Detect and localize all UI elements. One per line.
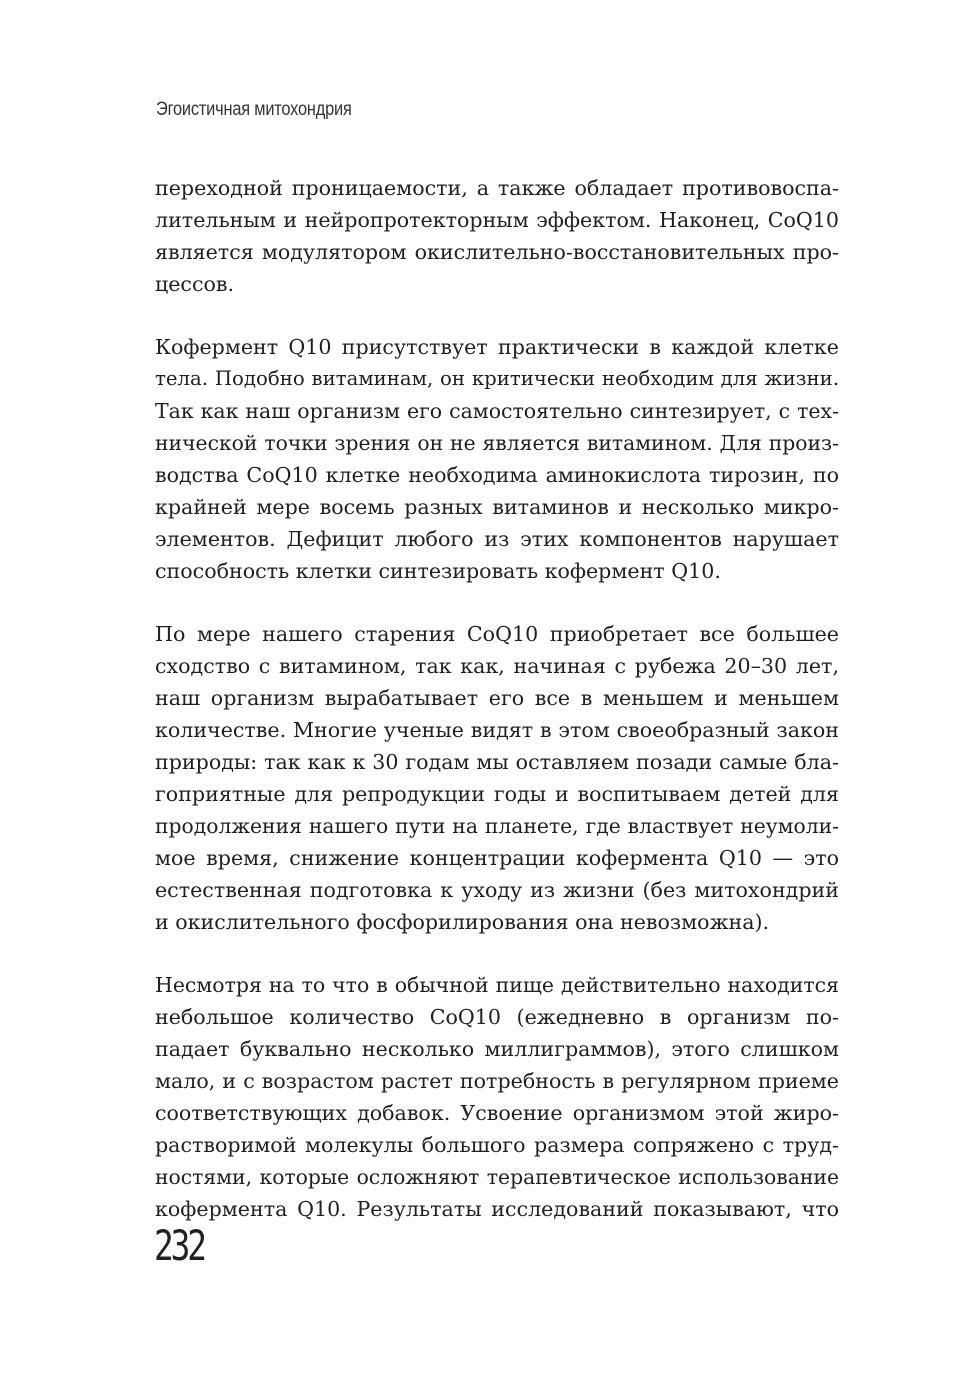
paragraph-4 <box>155 969 839 1225</box>
text-line: и окислительного фосфорилирования она невозможна). <box>155 910 770 934</box>
text-line: элементов. Дефицит любого из этих компонентов нарушает <box>155 527 839 551</box>
text-line: переходной проницаемости, а также обладает противовоспа- <box>155 176 839 200</box>
paragraph-3 <box>155 618 839 938</box>
text-line: небольшое количество CoQ10 (ежедневно в организм по- <box>155 1005 839 1029</box>
text-line: Несмотря на то что в обычной пище действительно находится <box>155 973 839 997</box>
text-line: природы: так как к 30 годам мы оставляем позади самые бла- <box>155 750 839 774</box>
text-line: ностями, которые осложняют терапевтическое использование <box>155 1165 839 1189</box>
text-line: гоприятные для репродукции годы и воспитываем детей для <box>155 782 839 806</box>
text-line: сходство с витамином, так как, начиная с рубежа 20–30 лет, <box>155 654 839 678</box>
text-line: является модулятором окислительно-восстановительных про- <box>155 240 839 264</box>
text-line: лительным и нейропротекторным эффектом. Наконец, CoQ10 <box>155 208 839 232</box>
text-line: мое время, снижение концентрации кофермента Q10 — это <box>155 846 839 870</box>
text-line: Кофермент Q10 присутствует практически в каждой клетке <box>155 335 839 359</box>
text-line: цессов. <box>155 272 235 296</box>
running-head: Эгоистичная митохондрия <box>156 99 352 120</box>
text-line: продолжения нашего пути на планете, где властвует неумоли- <box>155 814 839 838</box>
text-line: падает буквально несколько миллиграммов), этого слишком <box>155 1037 839 1061</box>
text-line: естественная подготовка к уходу из жизни (без митохондрий <box>155 878 839 902</box>
paragraph-1 <box>155 172 839 300</box>
text-line: Так как наш организм его самостоятельно синтезирует, с тех- <box>155 399 839 423</box>
text-line: крайней мере восемь разных витаминов и несколько микро- <box>155 495 839 519</box>
text-line: количестве. Многие ученые видят в этом своеобразный закон <box>155 718 839 742</box>
text-line: кофермента Q10. Результаты исследований показывают, что <box>155 1197 839 1221</box>
body-text <box>155 172 839 1256</box>
text-line: По мере нашего старения CoQ10 приобретает все большее <box>155 622 839 646</box>
text-line: способность клетки синтезировать кофермент Q10. <box>155 559 721 583</box>
text-line: наш организм вырабатывает его все в меньшем и меньшем <box>155 686 839 710</box>
text-line: водства CoQ10 клетке необходима аминокислота тирозин, по <box>155 463 839 487</box>
text-line: соответствующих добавок. Усвоение организмом этой жиро- <box>155 1101 839 1125</box>
text-line: нической точки зрения он не является витамином. Для произ- <box>155 431 839 455</box>
text-line: мало, и с возрастом растет потребность в регулярном приеме <box>155 1069 839 1093</box>
text-line: растворимой молекулы большого размера сопряжено с труд- <box>155 1133 839 1157</box>
page-number: 232 <box>154 1221 204 1270</box>
text-line: тела. Подобно витаминам, он критически необходим для жизни. <box>155 367 839 390</box>
paragraph-2 <box>155 331 839 587</box>
